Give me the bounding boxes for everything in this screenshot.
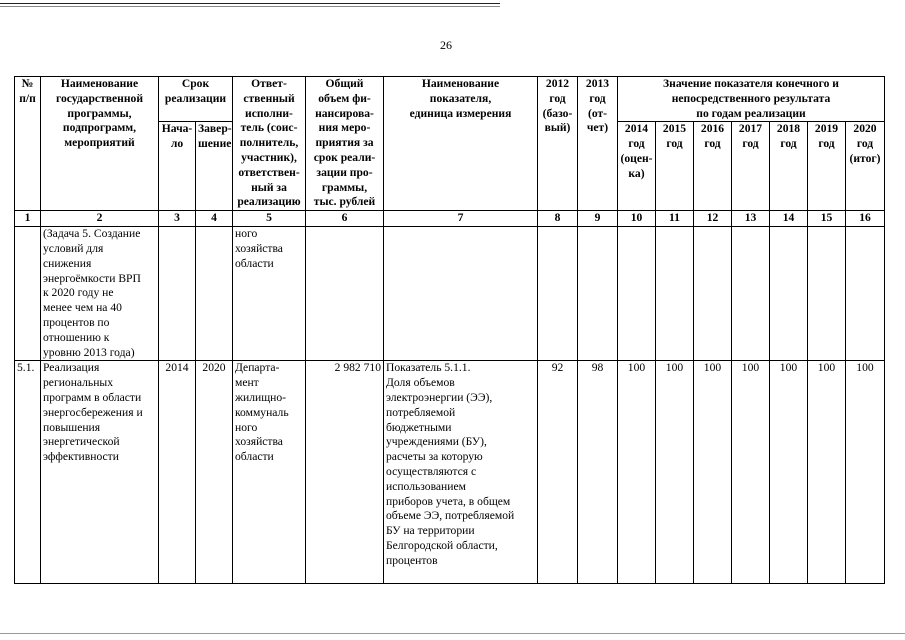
- column-number: 9: [578, 211, 618, 227]
- header-term-start: Нача- ло: [159, 122, 196, 211]
- row-2013: [578, 227, 618, 361]
- row-indicator: [384, 227, 538, 361]
- row-name: Реализация региональных программ в области энергосбережения и повышения энергетической эффективности: [41, 361, 159, 584]
- row-value-2014: [618, 227, 656, 361]
- header-2013: 2013 год (от- чет): [578, 77, 618, 211]
- row-end: [196, 227, 233, 361]
- column-number: 12: [694, 211, 732, 227]
- row-2012: [538, 227, 578, 361]
- row-start: 2014: [159, 361, 196, 584]
- column-number: 5: [233, 211, 306, 227]
- row-value-2020: [846, 227, 885, 361]
- row-number: 5.1.: [15, 361, 41, 584]
- table-row: [15, 227, 885, 361]
- program-indicators-table: [14, 76, 885, 584]
- header-year-2018: 2018 год: [770, 122, 808, 211]
- row-responsible: Департа- мент жилищно- коммуналь ного хозяйства области: [233, 361, 306, 584]
- header-name: Наименование государственной программы, подпрограмм, мероприятий: [41, 77, 159, 211]
- row-value-2016: [694, 227, 732, 361]
- row-value-2018: [770, 227, 808, 361]
- column-number: 8: [538, 211, 578, 227]
- row-value-2016: 100: [694, 361, 732, 584]
- row-total: 2 982 710: [306, 361, 384, 584]
- column-number: 10: [618, 211, 656, 227]
- header-year-2014: 2014 год (оцен- ка): [618, 122, 656, 211]
- top-rule: [0, 3, 500, 4]
- header-term-end: Завер- шение: [196, 122, 233, 211]
- column-number: 4: [196, 211, 233, 227]
- column-number: 6: [306, 211, 384, 227]
- row-indicator: Показатель 5.1.1. Доля объемов электроэнергии (ЭЭ), потребляемой бюджетными учреждениями (БУ), расчеты за которую осуществляются с использованием приборов учета, в общем объеме ЭЭ, потребляемой БУ на территории Белгородской области, процентов: [384, 361, 538, 584]
- header-total-funding: Общий объем фи- нансирова- ния меро- приятия за срок реали- зации про- граммы, тыс. рублей: [306, 77, 384, 211]
- row-value-2015: 100: [656, 361, 694, 584]
- column-number: 15: [808, 211, 846, 227]
- row-2013: 98: [578, 361, 618, 584]
- row-total: [306, 227, 384, 361]
- row-value-2020: 100: [846, 361, 885, 584]
- page-number: 26: [440, 38, 452, 52]
- bottom-rule: [0, 633, 905, 634]
- row-value-2014: 100: [618, 361, 656, 584]
- row-value-2017: [732, 227, 770, 361]
- header-year-2016: 2016 год: [694, 122, 732, 211]
- header-year-2020: 2020 год (итог): [846, 122, 885, 211]
- row-start: [159, 227, 196, 361]
- column-number: 16: [846, 211, 885, 227]
- header-year-2015: 2015 год: [656, 122, 694, 211]
- header-values: Значение показателя конечного и непосредственного результата по годам реализации: [618, 77, 885, 122]
- header-responsible: Ответ- ственный исполни- тель (соис- полнитель, участник), ответствен- ный за реализацию: [233, 77, 306, 211]
- row-number: [15, 227, 41, 361]
- column-number: 7: [384, 211, 538, 227]
- header-year-2019: 2019 год: [808, 122, 846, 211]
- header-indicator: Наименование показателя, единица измерения: [384, 77, 538, 211]
- column-number: 2: [41, 211, 159, 227]
- row-value-2019: [808, 227, 846, 361]
- column-number: 13: [732, 211, 770, 227]
- row-name: (Задача 5. Создание условий для снижения энергоёмкости ВРП к 2020 году не менее чем на 40 процентов по отношению к уровню 2013 года): [41, 227, 159, 361]
- top-rule-secondary: [0, 6, 500, 7]
- column-numbers-row: [15, 211, 885, 227]
- row-end: 2020: [196, 361, 233, 584]
- column-number: 14: [770, 211, 808, 227]
- column-number: 11: [656, 211, 694, 227]
- row-2012: 92: [538, 361, 578, 584]
- table-row: [15, 361, 885, 584]
- row-responsible: ного хозяйства области: [233, 227, 306, 361]
- row-value-2017: 100: [732, 361, 770, 584]
- header-year-2017: 2017 год: [732, 122, 770, 211]
- header-num: № п/п: [15, 77, 41, 211]
- header-2012: 2012 год (базо- вый): [538, 77, 578, 211]
- column-number: 3: [159, 211, 196, 227]
- header-row-1: [15, 77, 885, 122]
- row-value-2018: 100: [770, 361, 808, 584]
- column-number: 1: [15, 211, 41, 227]
- header-term: Срок реализации: [159, 77, 233, 122]
- row-value-2015: [656, 227, 694, 361]
- row-value-2019: 100: [808, 361, 846, 584]
